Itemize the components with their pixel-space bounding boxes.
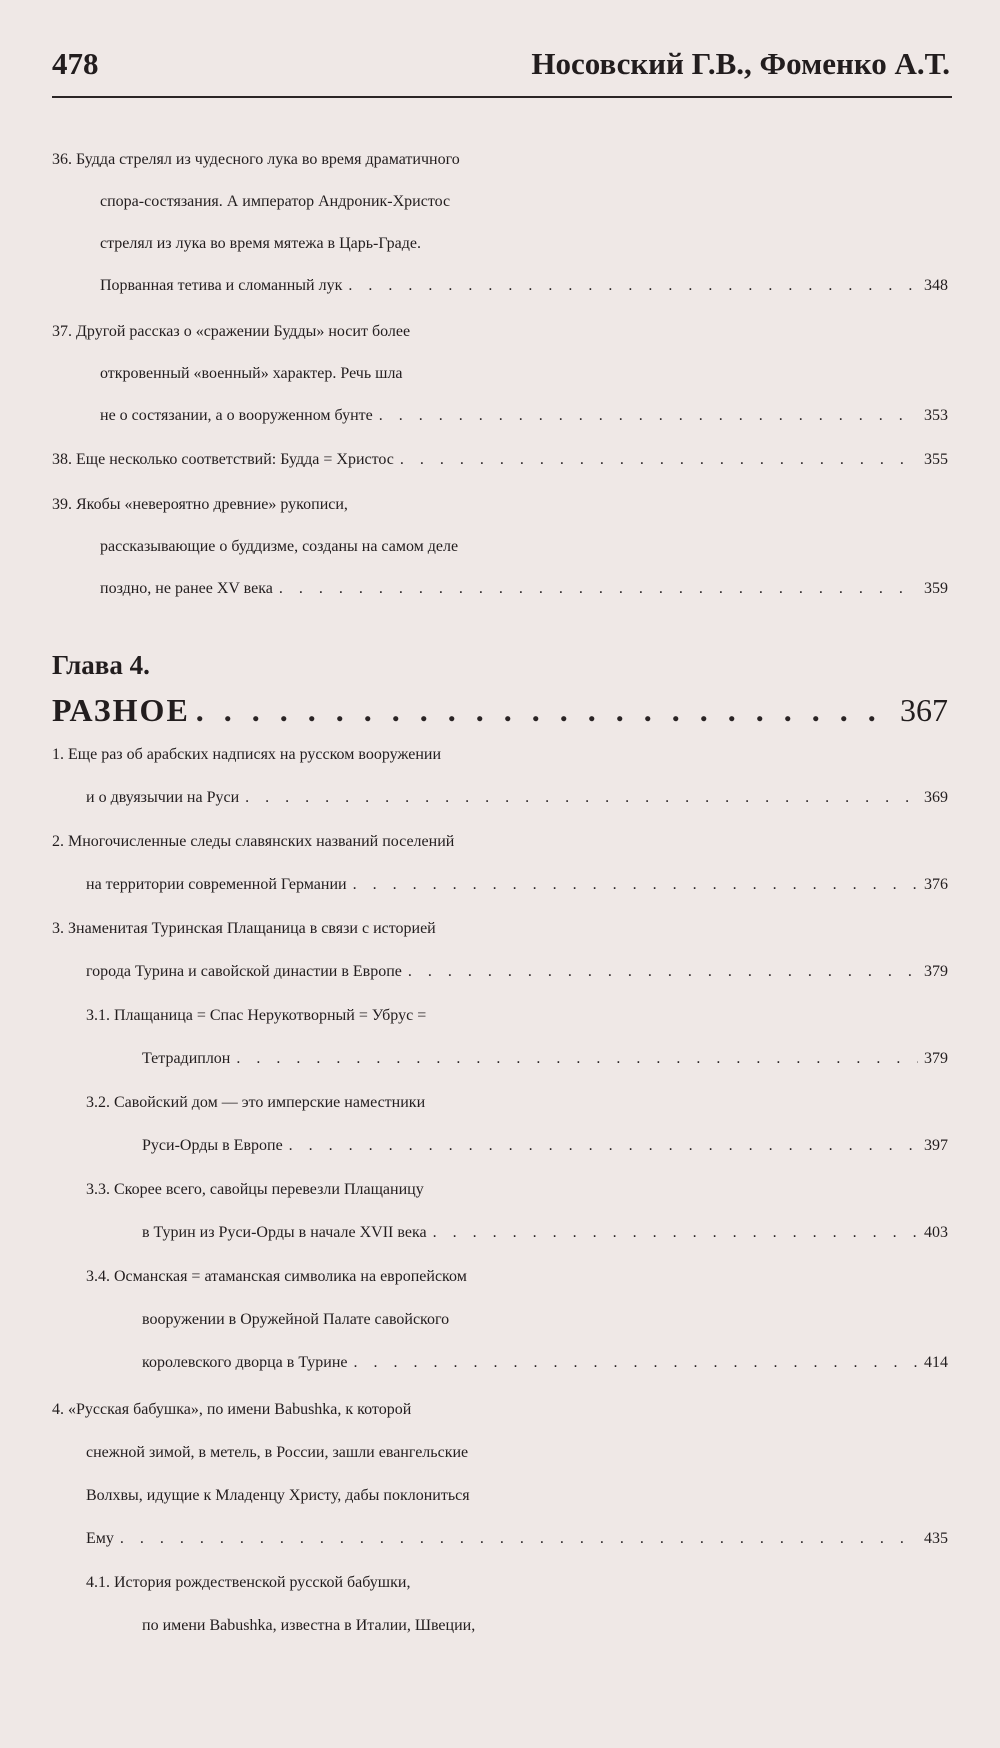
toc-entry-text: не о состязании, а о вооруженном бунте [100, 407, 373, 424]
leader-dots [348, 266, 918, 306]
toc-entry-line: 36. Будда стрелял из чудесного лука во время драматичного [52, 151, 460, 168]
toc-page-number: 348 [924, 277, 948, 294]
toc-entry-text: и о двуязычии на Руси [86, 789, 240, 806]
toc-page-number: 435 [924, 1530, 948, 1547]
toc-entry-text: Тетрадиплон [142, 1050, 231, 1067]
page-number: 478 [52, 46, 99, 81]
leader-dots [120, 1519, 918, 1559]
toc-entry-line: рассказывающие о буддизме, созданы на самом деле [100, 538, 459, 555]
toc-entry-leader-line[interactable] [142, 1213, 948, 1253]
toc-entry-text: поздно, не ранее XV века [100, 580, 273, 597]
leader-dots [353, 865, 918, 905]
toc-page-number: 403 [924, 1224, 948, 1241]
chapter-label: Глава 4. [52, 650, 150, 680]
leader-dots [289, 1126, 918, 1166]
toc-entry-leader-line[interactable] [142, 1343, 948, 1383]
toc-entry-line: 3.2. Савойский дом — это имперские наместники [86, 1094, 426, 1111]
toc-page-number: 369 [924, 789, 948, 806]
toc-entry-line: стрелял из лука во время мятежа в Царь-Граде. [100, 235, 421, 252]
toc-page-number: 355 [924, 451, 948, 468]
toc-entry-line: снежной зимой, в метель, в России, зашли евангельские [86, 1444, 469, 1461]
leader-dots [196, 692, 894, 729]
running-head-authors: Носовский Г.В., Фоменко А.Т. [531, 46, 950, 81]
toc-entry-line: 2. Многочисленные следы славянских названий поселений [52, 833, 455, 850]
toc-entry-line: 37. Другой рассказ о «сражении Будды» носит более [52, 323, 411, 340]
toc-entry-leader-line[interactable] [86, 865, 948, 905]
toc-entry-leader-line[interactable] [142, 1126, 948, 1166]
toc-page-number: 376 [924, 876, 948, 893]
toc-page-number: 379 [924, 963, 948, 980]
toc-entry-text: Руси-Орды в Европе [142, 1137, 283, 1154]
toc-page-number: 359 [924, 580, 948, 597]
leader-dots [400, 440, 918, 480]
toc-entry-text: на территории современной Германии [86, 876, 347, 893]
toc-entry-text: города Турина и савойской династии в Европе [86, 963, 402, 980]
toc-entry-line: 3. Знаменитая Туринская Плащаница в связи с историей [52, 920, 436, 937]
toc-entry-line: 39. Якобы «невероятно древние» рукописи, [52, 496, 348, 513]
toc-entry-leader-line[interactable] [100, 396, 948, 436]
toc-entry-text: Порванная тетива и сломанный лук [100, 277, 343, 294]
toc-page-number: 397 [924, 1137, 948, 1154]
leader-dots [433, 1213, 918, 1253]
toc-page-number: 353 [924, 407, 948, 424]
toc-entry-line: вооружении в Оружейной Палате савойского [142, 1311, 450, 1328]
toc-entry-leader-line[interactable] [52, 440, 948, 480]
toc-entry-line: 3.4. Османская = атаманская символика на европейском [86, 1268, 467, 1285]
toc-entry-line: 4.1. История рождественской русской бабушки, [86, 1574, 411, 1591]
chapter-title-line[interactable] [52, 692, 948, 736]
leader-dots [354, 1343, 918, 1383]
toc-entry-leader-line[interactable] [100, 569, 948, 609]
leader-dots [245, 778, 918, 818]
toc-entry-text: Ему [86, 1530, 114, 1547]
toc-entry-line: по имени Babushka, известна в Италии, Швеции, [142, 1617, 476, 1634]
toc-entry-line: откровенный «военный» характер. Речь шла [100, 365, 403, 382]
toc-entry-line: 1. Еще раз об арабских надписях на русском вооружении [52, 746, 442, 763]
toc-entry-line: 4. «Русская бабушка», по имени Babushka, к которой [52, 1401, 412, 1418]
leader-dots [279, 569, 918, 609]
toc-entry-leader-line[interactable] [142, 1039, 948, 1079]
toc-entry-line: Волхвы, идущие к Младенцу Христу, дабы поклониться [86, 1487, 470, 1504]
leader-dots [408, 952, 918, 992]
toc-entry-text: 38. Еще несколько соответствий: Будда = Христос [52, 451, 394, 468]
toc-entry-line: 3.1. Плащаница = Спас Нерукотворный = Убрус = [86, 1007, 427, 1024]
toc-entry-text: в Турин из Руси-Орды в начале XVII века [142, 1224, 427, 1241]
toc-entry-text: королевского дворца в Турине [142, 1354, 348, 1371]
chapter-title: РАЗНОЕ [52, 692, 190, 728]
toc-entry-line: 3.3. Скорее всего, савойцы перевезли Плащаницу [86, 1181, 424, 1198]
leader-dots [236, 1039, 918, 1079]
toc-entry-leader-line[interactable] [86, 778, 948, 818]
toc-entry-leader-line[interactable] [86, 1519, 948, 1559]
toc-page-number: 367 [900, 692, 948, 728]
toc-entry-line: спора-состязания. А император Андроник-Христос [100, 193, 451, 210]
toc-page-number: 414 [924, 1354, 948, 1371]
toc-entry-leader-line[interactable] [86, 952, 948, 992]
toc-page-number: 379 [924, 1050, 948, 1067]
toc-entry-leader-line[interactable] [100, 266, 948, 306]
leader-dots [379, 396, 918, 436]
